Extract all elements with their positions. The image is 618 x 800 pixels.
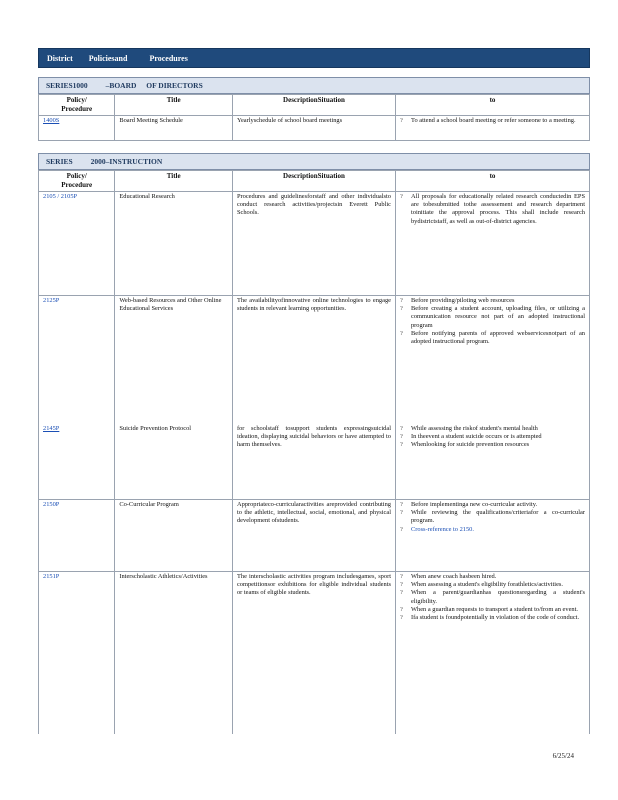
header-word-procedures: Procedures: [149, 54, 188, 63]
policy-description: Appropriateco-curricularactivities areprovided contributing to the athletic, intellectual, social, emotional, and physical development ofstudents.: [232, 500, 395, 572]
list-item: ? Before providing/piloting web resources: [399, 297, 515, 304]
series-1000-board: –BOARD: [105, 81, 137, 90]
bullet-marker: ?: [399, 573, 403, 580]
policy-description: The interscholastic activities program includesgames, sport competitionsor exhibitions for eligible individual students or teams of eligible students.: [232, 572, 395, 734]
list-item: ? When a guardian requests to transport a student to/from an event.: [399, 605, 578, 613]
list-item: ? To attend a school board meeting or refer someone to a meeting.: [399, 117, 576, 124]
policy-description: for schoolstaff tosupport students expressingsuicidal ideation, displaying suicidal behaviors or have attempted to harm themselves.: [232, 424, 395, 500]
bullet-marker: ?: [399, 589, 403, 597]
series-1000-table: [38, 94, 590, 141]
bullet-marker: ?: [399, 501, 403, 508]
list-item: ? While assessing the riskof student's mental health: [399, 424, 538, 432]
col-desc-header: DescriptionSituation: [232, 171, 395, 192]
bullet-marker: ?: [399, 432, 403, 440]
bullet-marker: ?: [399, 305, 403, 313]
policy-link-2125p[interactable]: 2125P: [43, 297, 60, 304]
list-item: ? Whenlooking for suicide prevention resources: [399, 440, 530, 448]
footer-date: 6/25/24: [552, 752, 574, 760]
policy-description: The availabilityofinnovative online technologies to engage students in relevant learning opportunities.: [232, 296, 395, 424]
bullet-marker: ?: [399, 581, 403, 589]
list-item: [400, 526, 585, 534]
col-title-header: Title: [115, 171, 233, 192]
policy-description: Procedures and guidelinesforstaff and other individualsto conduct research activities/projectsin Everett Public Schools.: [232, 192, 395, 296]
column-header-row: [39, 171, 590, 192]
col-policy-header: Policy/ Procedure: [39, 171, 115, 192]
bullet-marker: ?: [399, 509, 403, 517]
cross-reference-link[interactable]: Cross-reference to 2150.: [410, 525, 474, 533]
table-row: [39, 424, 590, 500]
policy-link-2150p[interactable]: 2150P: [43, 501, 60, 508]
series-2000-band: [38, 153, 590, 170]
bullet-marker: ?: [399, 525, 403, 533]
table-row: [39, 572, 590, 734]
policy-title: Co-Curricular Program: [115, 500, 233, 572]
page-header: [38, 48, 590, 68]
policy-link-2145p[interactable]: 2145P: [43, 424, 60, 432]
series-1000-label: SERIES1000: [46, 81, 88, 90]
col-title-header: Title: [115, 95, 233, 116]
table-row: [39, 500, 590, 572]
series-1000-directors: OF DIRECTORS: [146, 81, 203, 90]
bullet-marker: ?: [399, 614, 403, 622]
bullet-marker: ?: [399, 424, 403, 432]
header-word-district: District: [47, 54, 73, 63]
list-item: ? In theevent a student suicide occurs or is attempted: [399, 432, 542, 440]
series-2000-table: [38, 170, 590, 734]
list-item: ? All proposals for educationally related research conductedin EPS are tobesubmitted tothe assessement and research department toinitiate the approval process. This shall include research bydistrictstaff, as well as out-of-district agencies.: [399, 193, 585, 225]
table-row: [39, 296, 590, 424]
list-item: ? When assessing a student's eligibility forathletics/activities.: [399, 581, 563, 589]
bullet-marker: ?: [399, 117, 403, 124]
column-header-row: [39, 95, 590, 116]
col-to-header: to: [395, 95, 589, 116]
col-desc-header: DescriptionSituation: [232, 95, 395, 116]
policy-title: Board Meeting Schedule: [115, 116, 233, 141]
header-word-policies: Policiesand: [88, 54, 128, 63]
series-1000-band: [38, 77, 590, 94]
series-2000-label: SERIES: [46, 157, 73, 166]
list-item: ? Before notifying parents of approved webservicesnotpart of an adopted instructional program.: [399, 329, 585, 346]
bullet-marker: ?: [399, 297, 403, 304]
policy-title: Suicide Prevention Protocol: [115, 424, 233, 500]
bullet-marker: ?: [399, 440, 403, 448]
list-item: ? When anew coach hasbeen hired.: [399, 573, 497, 580]
table-row: [39, 192, 590, 296]
bullet-marker: ?: [399, 605, 403, 613]
col-to-header: to: [395, 171, 589, 192]
list-item: ? Before creating a student account, uploading files, or utilizing a communication resource not part of an adopted instructional program: [399, 305, 585, 329]
bullet-marker: ?: [399, 329, 403, 337]
list-item: ? While reviewing the qualifications/criteriafor a co-curricular program.: [399, 509, 585, 525]
policy-link-1400s[interactable]: 1400S: [43, 117, 60, 124]
policy-link-2105[interactable]: 2105 / 2105P: [43, 193, 78, 200]
policy-title: Interscholastic Athletics/Activities: [115, 572, 233, 734]
col-policy-header: Policy/ Procedure: [39, 95, 115, 116]
list-item: ? Ifa student is foundpotentially in violation of the code of conduct.: [399, 614, 580, 622]
bullet-marker: ?: [399, 193, 403, 200]
table-row: [39, 116, 590, 141]
series-2000-instruction: 2000–INSTRUCTION: [90, 157, 163, 166]
policy-link-2151p[interactable]: 2151P: [43, 573, 60, 580]
policy-title: Educational Research: [115, 192, 233, 296]
policy-title: Web-based Resources and Other Online Educational Services: [115, 296, 233, 424]
list-item: ? Before implementinga new co-curricular activity.: [399, 501, 538, 508]
list-item: ? When a parent/guardianhas questionsregarding a student's eligibility.: [399, 589, 585, 605]
policy-description: Yearlyschedule of school board meetings: [232, 116, 395, 141]
